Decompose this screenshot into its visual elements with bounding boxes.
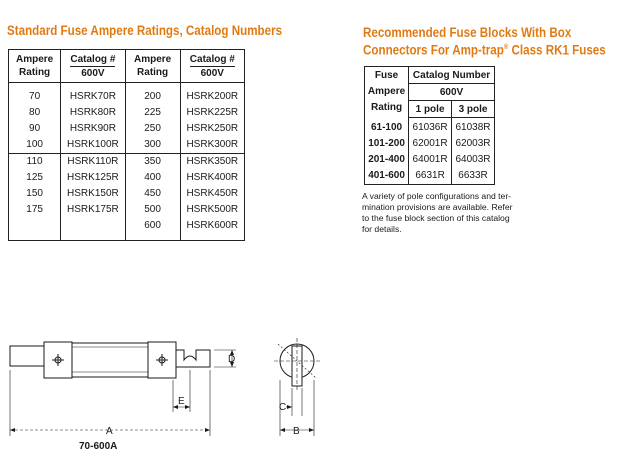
- dim-a-label: A: [106, 426, 113, 437]
- ampere-range-cell: 201-400: [368, 154, 405, 165]
- header-3-pole: 3 pole: [452, 101, 495, 118]
- catalog-cell: HSRK400R: [180, 170, 244, 186]
- ampere-cell: 600: [125, 218, 180, 241]
- catalog-cell: HSRK70R: [61, 83, 125, 106]
- catalog-cell: 62003R: [452, 136, 495, 152]
- fuse-blocks-heading-line1: Recommended Fuse Blocks With Box: [363, 25, 572, 40]
- dim-d-label: D: [228, 354, 236, 365]
- catalog-cell: HSRK125R: [61, 170, 125, 186]
- catalog-cell: HSRK450R: [180, 186, 244, 202]
- dim-e-label: E: [178, 396, 185, 407]
- catalog-cell: HSRK150R: [61, 186, 125, 202]
- ampere-cell: 250: [125, 121, 180, 137]
- catalog-cell: 64003R: [452, 152, 495, 168]
- catalog-cell: 6631R: [409, 168, 452, 185]
- catalog-cell: 6633R: [452, 168, 495, 185]
- catalog-cell: 61036R: [409, 118, 452, 137]
- catalog-cell: HSRK225R: [180, 105, 244, 121]
- catalog-cell: HSRK90R: [61, 121, 125, 137]
- note-line: for details.: [362, 224, 402, 234]
- header-ampere-rating-1: Ampere Rating: [15, 54, 54, 78]
- ampere-range-cell: 101-200: [368, 138, 405, 149]
- header-catalog-2: Catalog # 600V: [180, 50, 244, 83]
- registered-mark: ®: [503, 44, 509, 51]
- catalog-cell: HSRK300R: [180, 137, 244, 154]
- catalog-cell: HSRK600R: [180, 218, 244, 241]
- header-1-pole: 1 pole: [409, 101, 452, 118]
- note-line: A variety of pole configurations and ter-: [362, 191, 512, 201]
- ampere-range-cell: 401-600: [368, 170, 405, 181]
- dim-c-label: C: [279, 402, 287, 413]
- ampere-cell: 100: [26, 139, 43, 150]
- catalog-cell: HSRK100R: [61, 137, 125, 154]
- catalog-cell: HSRK350R: [180, 154, 244, 171]
- ampere-cell: 400: [125, 170, 180, 186]
- header-catalog-1: Catalog # 600V: [61, 50, 125, 83]
- catalog-cell: HSRK175R: [61, 202, 125, 218]
- header-catalog-number: Catalog Number: [409, 67, 495, 84]
- ampere-cell: 200: [125, 83, 180, 106]
- ampere-cell: 125: [26, 172, 43, 183]
- header-ampere-rating-2: Ampere Rating: [125, 50, 180, 83]
- right-blade: [176, 350, 210, 367]
- catalog-cell: HSRK250R: [180, 121, 244, 137]
- catalog-cell: 61038R: [452, 118, 495, 137]
- note-line: to the fuse block section of this catalog: [362, 213, 510, 223]
- catalog-cell: HSRK500R: [180, 202, 244, 218]
- catalog-cell: 64001R: [409, 152, 452, 168]
- ampere-cell: 225: [125, 105, 180, 121]
- ampere-cell: 70: [29, 91, 41, 102]
- ampere-cell: 300: [125, 137, 180, 154]
- fuse-blocks-heading-line2: Connectors For Amp-trap® Class RK1 Fuses: [363, 42, 606, 58]
- note-line: mination provisions are available. Refer: [362, 202, 513, 212]
- catalog-cell: HSRK200R: [180, 83, 244, 106]
- ampere-range-cell: 61-100: [370, 121, 403, 133]
- catalog-cell: HSRK80R: [61, 105, 125, 121]
- catalog-cell: HSRK110R: [61, 154, 125, 171]
- header-fuse-ampere-rating: Fuse Ampere Rating: [367, 70, 406, 114]
- ampere-cell: 150: [26, 188, 43, 199]
- ampere-cell: 90: [29, 123, 41, 134]
- ampere-cell: 80: [29, 107, 41, 118]
- ampere-cell: 175: [26, 204, 43, 215]
- ampere-cell: 110: [26, 156, 43, 167]
- ampere-cell: 450: [125, 186, 180, 202]
- drawing-caption: 70-600A: [79, 441, 118, 452]
- ampere-cell: 500: [125, 202, 180, 218]
- dim-b-label: B: [293, 426, 300, 437]
- header-voltage: 600V: [409, 84, 495, 101]
- ampere-cell: 350: [125, 154, 180, 171]
- fuse-ratings-heading: Standard Fuse Ampere Ratings, Catalog Numbers: [7, 23, 283, 38]
- catalog-cell: 62001R: [409, 136, 452, 152]
